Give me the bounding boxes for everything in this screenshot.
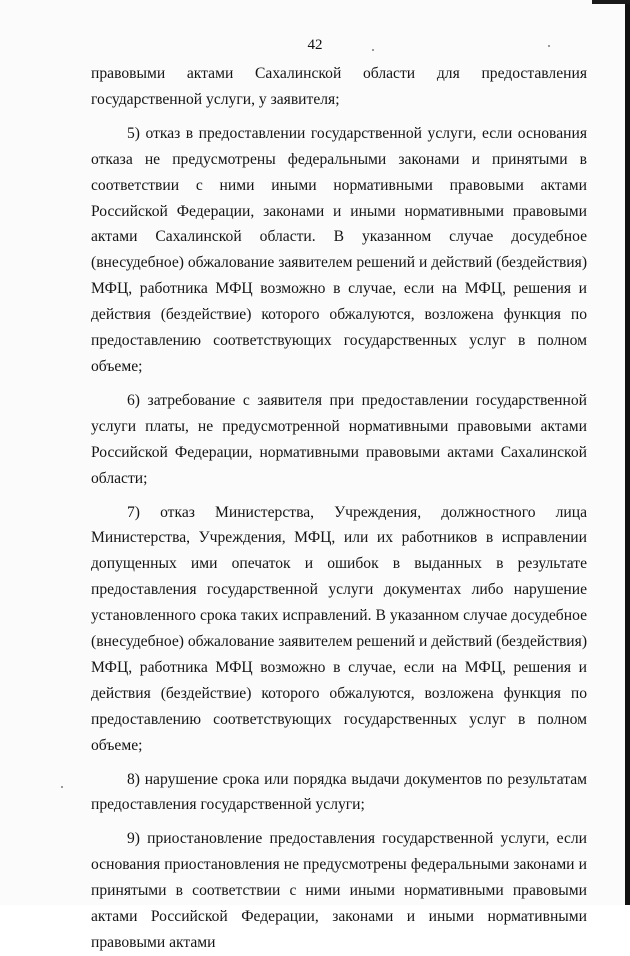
list-item-9: 9) приостановление предоставления государственной услуги, если основания приостановления не предусмотрены федеральными законами и принятыми в соответствии с ними иными нормативными правовыми актами Российской Федерации, законами и иными нормативными правовыми актами	[91, 830, 587, 951]
page-number: 42	[307, 37, 323, 53]
scan-speck	[61, 786, 63, 788]
paragraph-continuation: правовыми актами Сахалинской области для предоставления государственной услуги, у заявителя;	[91, 65, 587, 108]
list-item-6: 6) затребование с заявителя при предоставлении государственной услуги платы, не предусмотренной нормативными правовыми актами Российской Федерации, нормативными правовыми актами Сахалинской области;	[91, 391, 587, 487]
list-item-7: 7) отказ Министерства, Учреждения, должностного лица Министерства, Учреждения, МФЦ, или их работников в исправлении допущенных ими опечаток и ошибок в выданных в результате предоставления государственной услуги документах либо нарушение установленного срока таких исправлений. В указанном случае досудебное (внесудебное) обжалование заявителем решений и действий (бездействия) МФЦ, работника МФЦ возможно в случае, если на МФЦ, решения и действия (бездействие) которого обжалуются, возложена функция по предоставлению соответствующих государственных услуг в полном объеме;	[91, 503, 588, 754]
list-item-8: 8) нарушение срока или порядка выдачи документов по результатам предоставления государственной услуги;	[91, 770, 587, 814]
scan-edge-shadow	[625, 0, 630, 905]
scan-corner-shadow	[592, 0, 630, 4]
body-text	[91, 61, 587, 956]
list-item-5: 5) отказ в предоставлении государственной услуги, если основания отказа не предусмотрены федеральными законами и принятыми в соответствии с ними иными нормативными правовыми актами Российской Федерации, законами и иными нормативными правовыми актами Сахалинской области. В указанном случае досудебное (внесудебное) обжалование заявителем решений и действий (бездействия) МФЦ, работника МФЦ возможно в случае, если на МФЦ, решения и действия (бездействие) которого обжалуются, возложена функция по предоставлению соответствующих государственных услуг в полном объеме;	[91, 124, 588, 375]
